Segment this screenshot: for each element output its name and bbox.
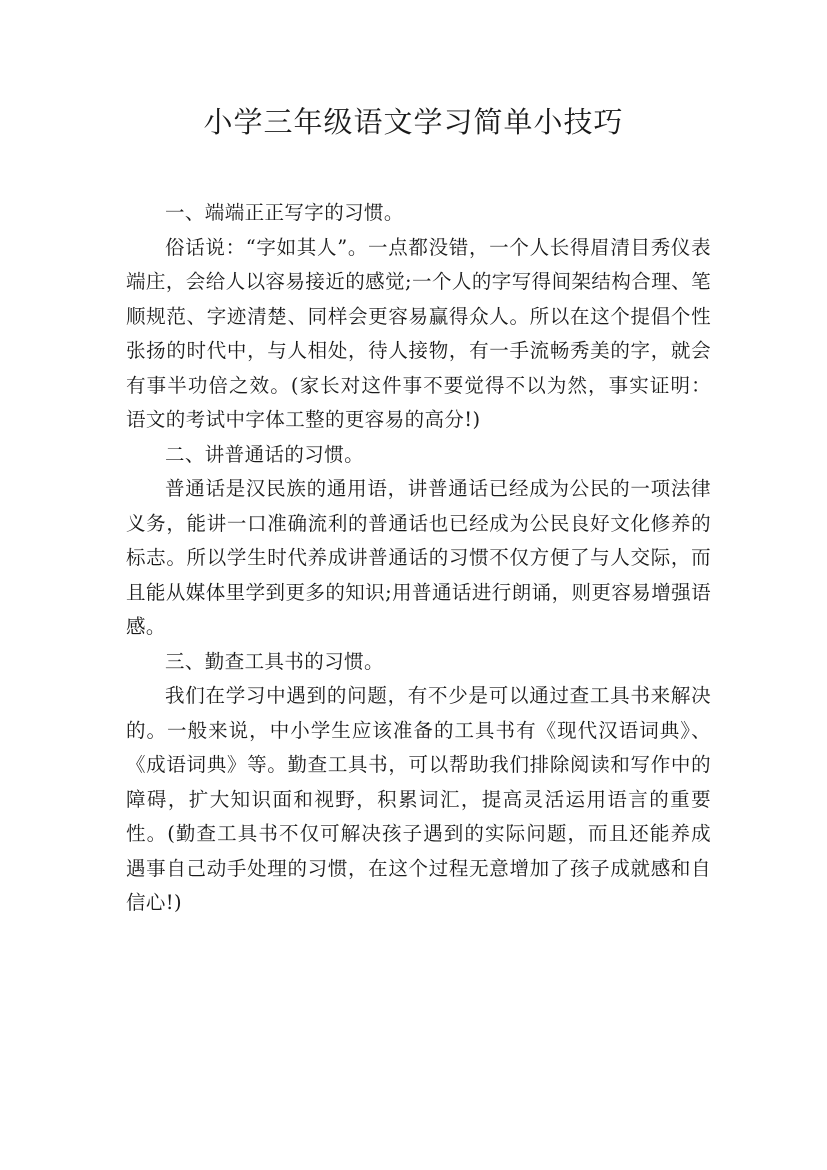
section-paragraph-3: 我们在学习中遇到的问题，有不少是可以通过查工具书来解决的。一般来说，中小学生应该准备的工具书有《现代汉语词典》、《成语词典》等。勤查工具书，可以帮助我们排除阅读和写作中的障碍，扩大知识面和视野，积累词汇，提高灵活运用语言的重要性。(勤查工具书不仅可解决孩子遇到的实际问题，而且还能养成遇事自己动手处理的习惯，在这个过程无意增加了孩子成就感和自信心!): [126, 684, 711, 914]
section-heading-1: 一、端端正正写字的习惯。: [165, 201, 404, 224]
section-heading-3: 三、勤查工具书的习惯。: [165, 649, 384, 673]
document-title: 小学三年级语文学习简单小技巧: [203, 105, 624, 139]
section-heading-2: 二、讲普通话的习惯。: [165, 442, 365, 466]
document-body: [126, 196, 711, 921]
section-paragraph-1: 俗话说：“字如其人”。一点都没错，一个人长得眉清目秀仪表端庄，会给人以容易接近的感觉;一个人的字写得间架结构合理、笔顺规范、字迹清楚、同样会更容易赢得众人。所以在这个提倡个性张扬的时代中，与人相处，待人接物，有一手流畅秀美的字，就会有事半功倍之效。(家长对这件事不要觉得不以为然，事实证明：语文的考试中字体工整的更容易的高分!): [126, 235, 711, 431]
section-paragraph-2: 普通话是汉民族的通用语，讲普通话已经成为公民的一项法律义务，能讲一口准确流利的普通话也已经成为公民良好文化修养的标志。所以学生时代养成讲普通话的习惯不仅方便了与人交际，而且能从媒体里学到更多的知识;用普通话进行朗诵，则更容易增强语感。: [126, 477, 711, 638]
